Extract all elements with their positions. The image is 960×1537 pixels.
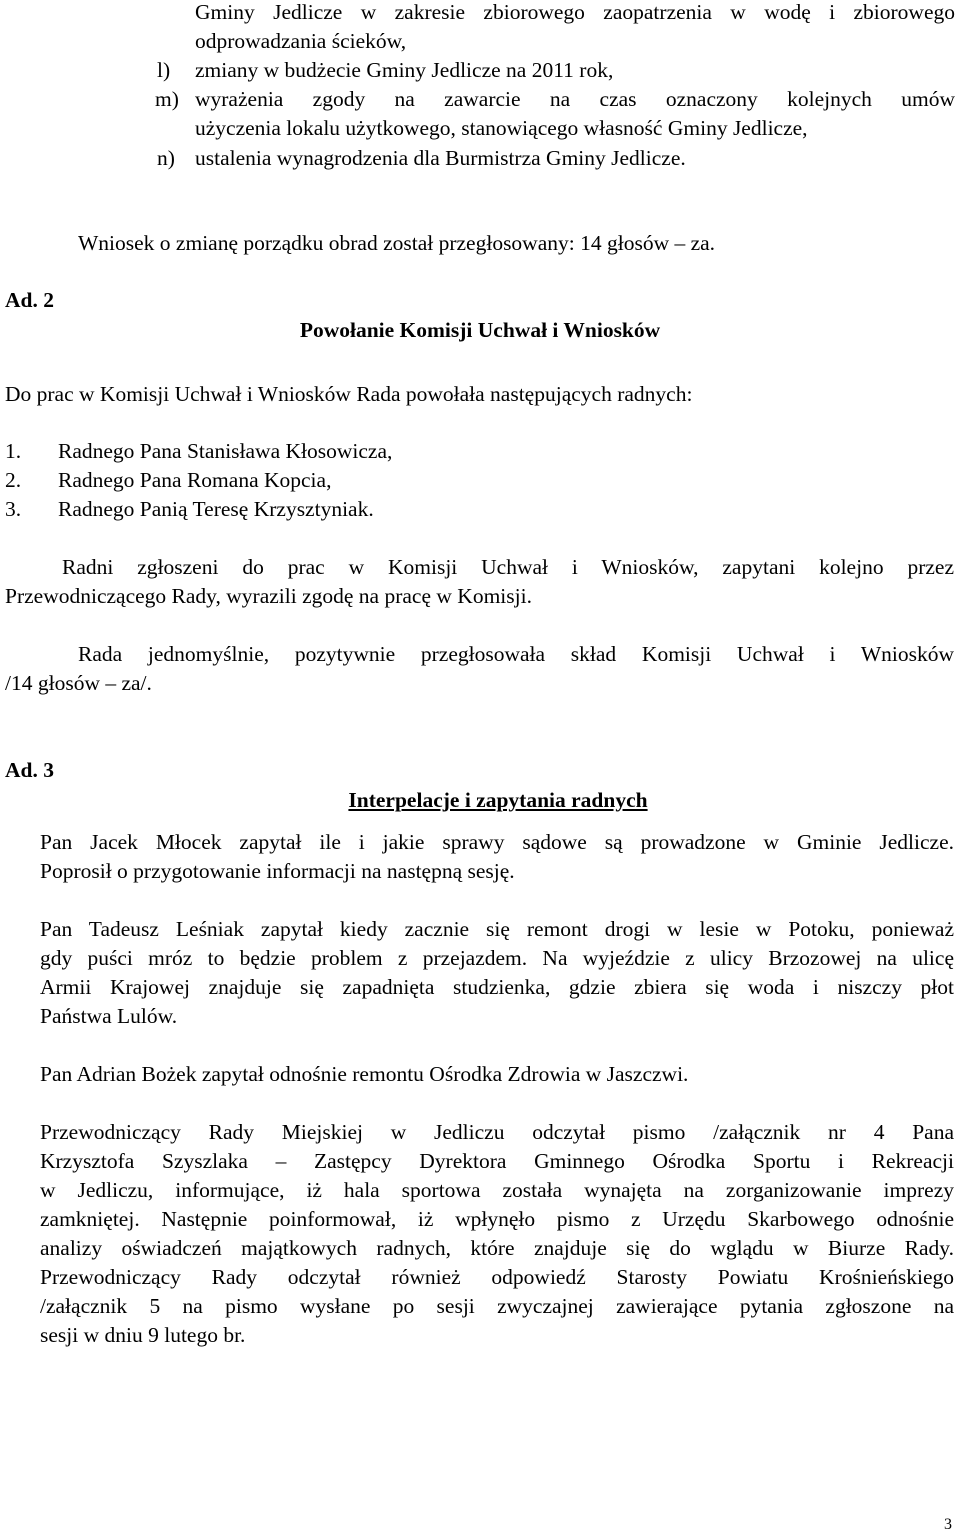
paragraph-line: analizy oświadczeń majątkowych radnych, które znajduje się do wglądu w Biurze Rady. [40, 1236, 954, 1260]
list-item-number: 1. [5, 439, 22, 463]
section-intro: Do prac w Komisji Uchwał i Wniosków Rada powołała następujących radnych: [5, 382, 693, 406]
list-item [5, 466, 331, 495]
list-item-label: l) [157, 58, 171, 82]
paragraph-line: gdy puści mróz to będzie problem z przejazdem. Na wyjeździe z ulicy Brzozowej na ulicę [40, 946, 954, 970]
paragraph-line: zamkniętej. Następnie poinformował, iż wpłynęło pismo z Urzędu Skarbowego odnośnie [40, 1207, 954, 1231]
list-item-text: Radnego Pana Romana Kopcia, [58, 468, 332, 492]
list-continuation-line: Gminy Jedlicze w zakresie zbiorowego zaopatrzenia w wodę i zbiorowego [195, 0, 955, 24]
list-item-label: m) [155, 87, 179, 111]
paragraph-line: Przewodniczący Rady odczytał również odpowiedź Starosty Powiatu Krośnieńskiego [40, 1265, 954, 1289]
paragraph-line: Rada jednomyślnie, pozytywnie przegłosowała skład Komisji Uchwał i Wniosków [78, 642, 954, 666]
paragraph-line: Armii Krajowej znajduje się zapadnięta studzienka, gdzie zbiera się woda i niszczy płot [40, 975, 954, 999]
list-item-text: Radnego Pana Stanisława Kłosowicza, [58, 439, 393, 463]
paragraph-line: /14 głosów – za/. [5, 671, 152, 695]
section-label: Ad. 3 [5, 758, 54, 782]
list-item-l [157, 56, 613, 85]
section-title: Interpelacje i zapytania radnych [348, 788, 648, 812]
vote-result: Wniosek o zmianę porządku obrad został przegłosowany: 14 głosów – za. [78, 231, 716, 255]
list-item [5, 437, 392, 466]
list-item-text: ustalenia wynagrodzenia dla Burmistrza Gminy Jedlicze. [195, 146, 686, 170]
list-item-text: Radnego Panią Teresę Krzysztyniak. [58, 497, 374, 521]
paragraph-line: Radni zgłoszeni do prac w Komisji Uchwał i Wniosków, zapytani kolejno przez [62, 555, 954, 579]
list-item [5, 495, 374, 524]
paragraph-line: w Jedliczu, informujące, iż hala sportowa została wynajęta na zorganizowanie imprezy [40, 1178, 954, 1202]
paragraph-line: Poprosił o przygotowanie informacji na następną sesję. [40, 859, 515, 883]
list-item-label: n) [157, 146, 175, 170]
paragraph-line: /załącznik 5 na pismo wysłane po sesji zwyczajnej zawierające pytania zgłoszone na [40, 1294, 954, 1318]
paragraph-line: Przewodniczący Rady Miejskiej w Jedliczu odczytał pismo /załącznik nr 4 Pana [40, 1120, 954, 1144]
list-item-number: 2. [5, 468, 22, 492]
list-continuation-line: odprowadzania ścieków, [195, 29, 407, 53]
page-number: 3 [944, 1516, 952, 1533]
list-item-number: 3. [5, 497, 22, 521]
section-title: Powołanie Komisji Uchwał i Wniosków [299, 318, 661, 342]
paragraph-line: Pan Tadeusz Leśniak zapytał kiedy zacznie się remont drogi w lesie w Potoku, ponieważ [40, 917, 954, 941]
list-item-n [157, 144, 686, 173]
paragraph-line: Pan Jacek Młocek zapytał ile i jakie sprawy sądowe są prowadzone w Gminie Jedlicze. [40, 830, 954, 854]
paragraph-line: Państwa Lulów. [40, 1004, 178, 1028]
paragraph-line: Krzysztofa Szyszlaka – Zastępcy Dyrektora Gminnego Ośrodka Sportu i Rekreacji [40, 1149, 954, 1173]
list-item-text: wyrażenia zgody na zawarcie na czas oznaczony kolejnych umów [195, 87, 955, 111]
list-item-text: użyczenia lokalu użytkowego, stanowiącego własność Gminy Jedlicze, [195, 116, 808, 140]
list-item-text: zmiany w budżecie Gminy Jedlicze na 2011 rok, [195, 58, 614, 82]
section-label: Ad. 2 [5, 288, 54, 312]
paragraph-line: Pan Adrian Bożek zapytał odnośnie remontu Ośrodka Zdrowia w Jaszczwi. [40, 1062, 689, 1086]
paragraph-line: Przewodniczącego Rady, wyrazili zgodę na pracę w Komisji. [5, 584, 532, 608]
paragraph-line: sesji w dniu 9 lutego br. [40, 1323, 246, 1347]
